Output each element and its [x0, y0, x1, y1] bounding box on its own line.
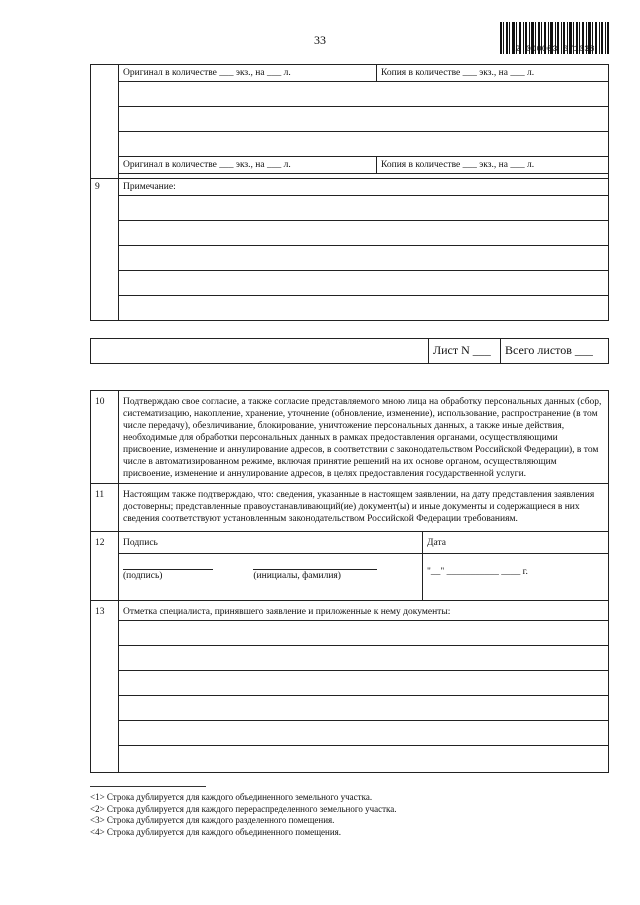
blank-row [119, 646, 609, 671]
blank-row [119, 82, 609, 107]
blank-row [119, 132, 609, 157]
section-10-number: 10 [91, 391, 119, 484]
section-13-number: 13 [91, 601, 119, 773]
original-count-2: Оригинал в количестве ___ экз., на ___ л. [119, 157, 377, 174]
date-label: Дата [423, 532, 609, 554]
blank-row [119, 196, 609, 221]
footnote-3: <3> Строка дублируется для каждого разделенного помещения. [90, 815, 335, 825]
section-12-number: 12 [91, 532, 119, 601]
blank-row [119, 746, 609, 773]
copy-count-1: Копия в количестве ___ экз., на ___ л. [377, 65, 609, 82]
sheet-blank [91, 339, 429, 364]
signature-caption: (подпись) [123, 571, 163, 581]
footnote-4: <4> Строка дублируется для каждого объединенного помещения. [90, 826, 342, 837]
consent-text: Подтверждаю свое согласие, а также согласие представляемого мною лица на обработку персональных данных (сбор, систематизацию, накопление, хранение, уточнение (обновление, изменение), использование, распространение (в том числе передачу), обезличивание, блокирование, уничтожение персональных данных, а также иные действия, необходимые для обработки персональных данных в рамках предоставления органами, осуществляющими присвоение, изменение и аннулирование адресов, в соответствии с законодательством Российской Федерации), в том числе в автоматизированном режиме, включая принятие решений на их основе органом, осуществляющим присвоение, изменение и аннулирование адресов, в целях предоставления государственной услуги. [119, 391, 609, 484]
confirmation-text: Настоящим также подтверждаю, что: сведения, указанные в настоящем заявлении, на дату представления заявления достоверны; представленные правоустанавливающий(ие) документ(ы) и иные документы и содержащиеся в них сведения соответствуют установленным законодательством Российской Федерации требованиям. [119, 484, 609, 532]
blank-row [119, 296, 609, 321]
row-num-cell [91, 65, 119, 179]
page-number: 33 [314, 33, 326, 47]
date-field: "__" ___________ ____ г. [423, 554, 609, 601]
top-table [90, 64, 609, 321]
signature-field [119, 554, 423, 601]
note-label: Примечание: [119, 179, 609, 196]
barcode-number: 2 000003 671038 [515, 44, 595, 54]
signature-label: Подпись [119, 532, 423, 554]
footnote-divider [90, 786, 206, 787]
name-caption: (инициалы, фамилия) [253, 571, 341, 581]
footnote-2: <2> Строка дублируется для каждого перераспределенного земельного участка. [90, 803, 397, 814]
blank-row [119, 221, 609, 246]
blank-row [119, 696, 609, 721]
sheet-table [90, 338, 609, 364]
blank-row [119, 107, 609, 132]
bottom-table [90, 390, 609, 773]
blank-row [119, 621, 609, 646]
blank-row [119, 271, 609, 296]
original-count-1: Оригинал в количестве ___ экз., на ___ л. [119, 65, 377, 82]
blank-row [119, 721, 609, 746]
sheet-total: Всего листов ___ [501, 339, 609, 364]
section-11-number: 11 [91, 484, 119, 532]
blank-row [119, 671, 609, 696]
footnote-1: <1> Строка дублируется для каждого объединенного земельного участка. [90, 792, 373, 802]
section-9-number: 9 [91, 179, 119, 321]
sheet-number: Лист N ___ [429, 339, 501, 364]
blank-row [119, 246, 609, 271]
copy-count-2: Копия в количестве ___ экз., на ___ л. [377, 157, 609, 174]
specialist-label: Отметка специалиста, принявшего заявление и приложенные к нему документы: [119, 601, 609, 621]
